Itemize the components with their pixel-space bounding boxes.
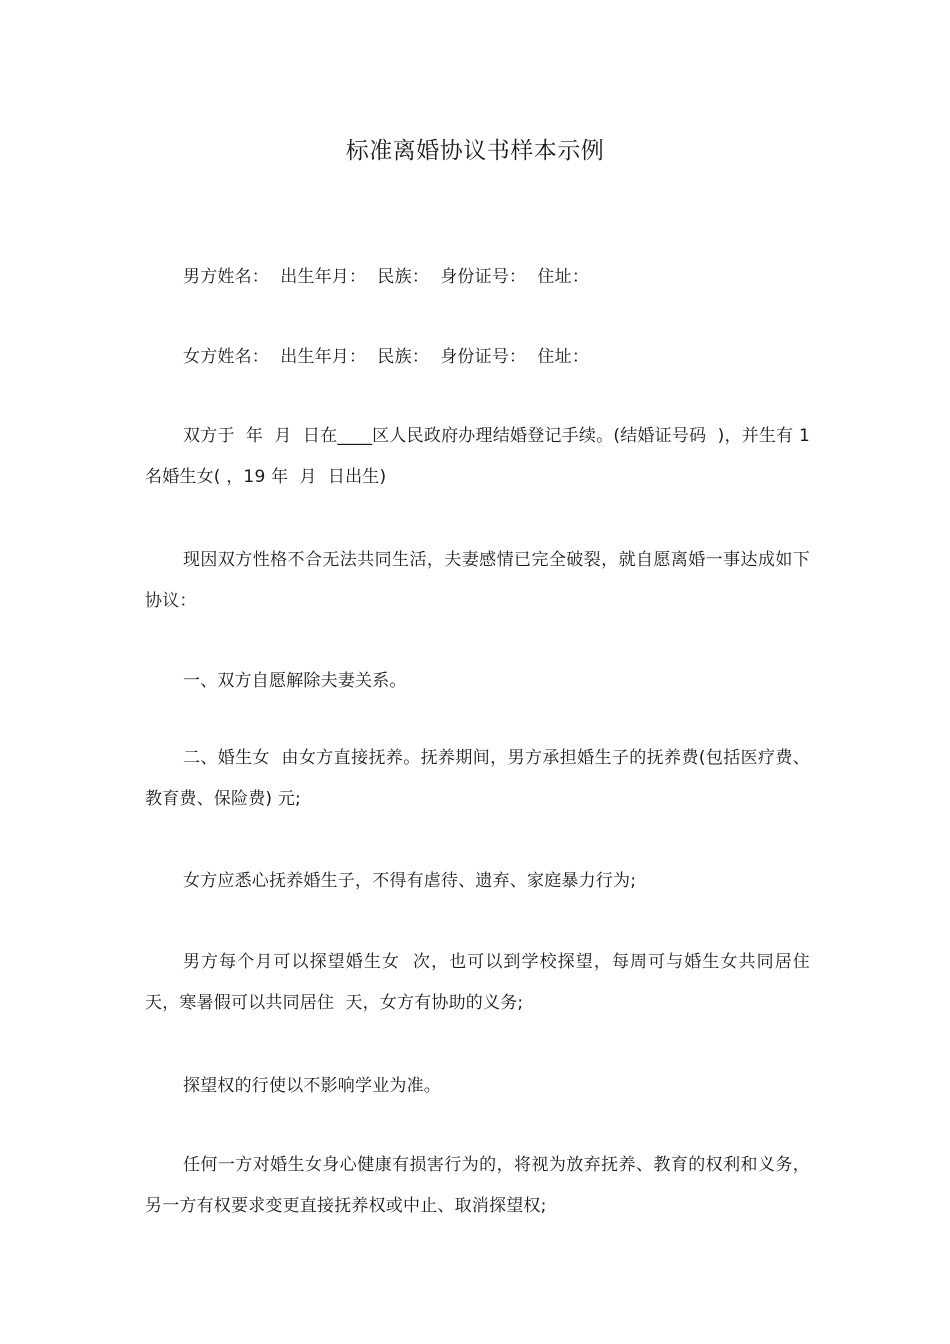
- paragraph-clause-2: 二、婚生女 由女方直接抚养。抚养期间，男方承担婚生子的抚养费(包括医疗费、教育费、保险费) 元;: [145, 748, 810, 809]
- paragraph-harm-clause: 任何一方对婚生女身心健康有损害行为的，将视为放弃抚养、教育的权利和义务，另一方有权要求变更直接抚养权或中止、取消探望权;: [145, 1155, 810, 1216]
- paragraph-female-info: 女方姓名： 出生年月： 民族： 身份证号： 住址：: [183, 347, 590, 367]
- document-title: 标准离婚协议书样本示例: [345, 138, 605, 164]
- paragraph-visitation: 男方每个月可以探望婚生女 次，也可以到学校探望，每周可与婚生女共同居住 天，寒暑假可以共同居住 天，女方有协助的义务;: [145, 952, 822, 1013]
- paragraph-marriage-registration: 双方于 年 月 日在____区人民政府办理结婚登记手续。(结婚证号码 )，并生有 1 名婚生女( ，19 年 月 日出生): [145, 426, 816, 487]
- paragraph-male-info: 男方姓名： 出生年月： 民族： 身份证号： 住址：: [183, 267, 590, 287]
- paragraph-divorce-reason: 现因双方性格不合无法共同生活，夫妻感情已完全破裂，就自愿离婚一事达成如下协议：: [145, 550, 810, 611]
- paragraph-custody-duty: 女方应悉心抚养婚生子，不得有虐待、遗弃、家庭暴力行为;: [183, 871, 637, 891]
- paragraph-visitation-limit: 探望权的行使以不影响学业为准。: [183, 1076, 441, 1096]
- paragraph-clause-1: 一、双方自愿解除夫妻关系。: [183, 671, 407, 691]
